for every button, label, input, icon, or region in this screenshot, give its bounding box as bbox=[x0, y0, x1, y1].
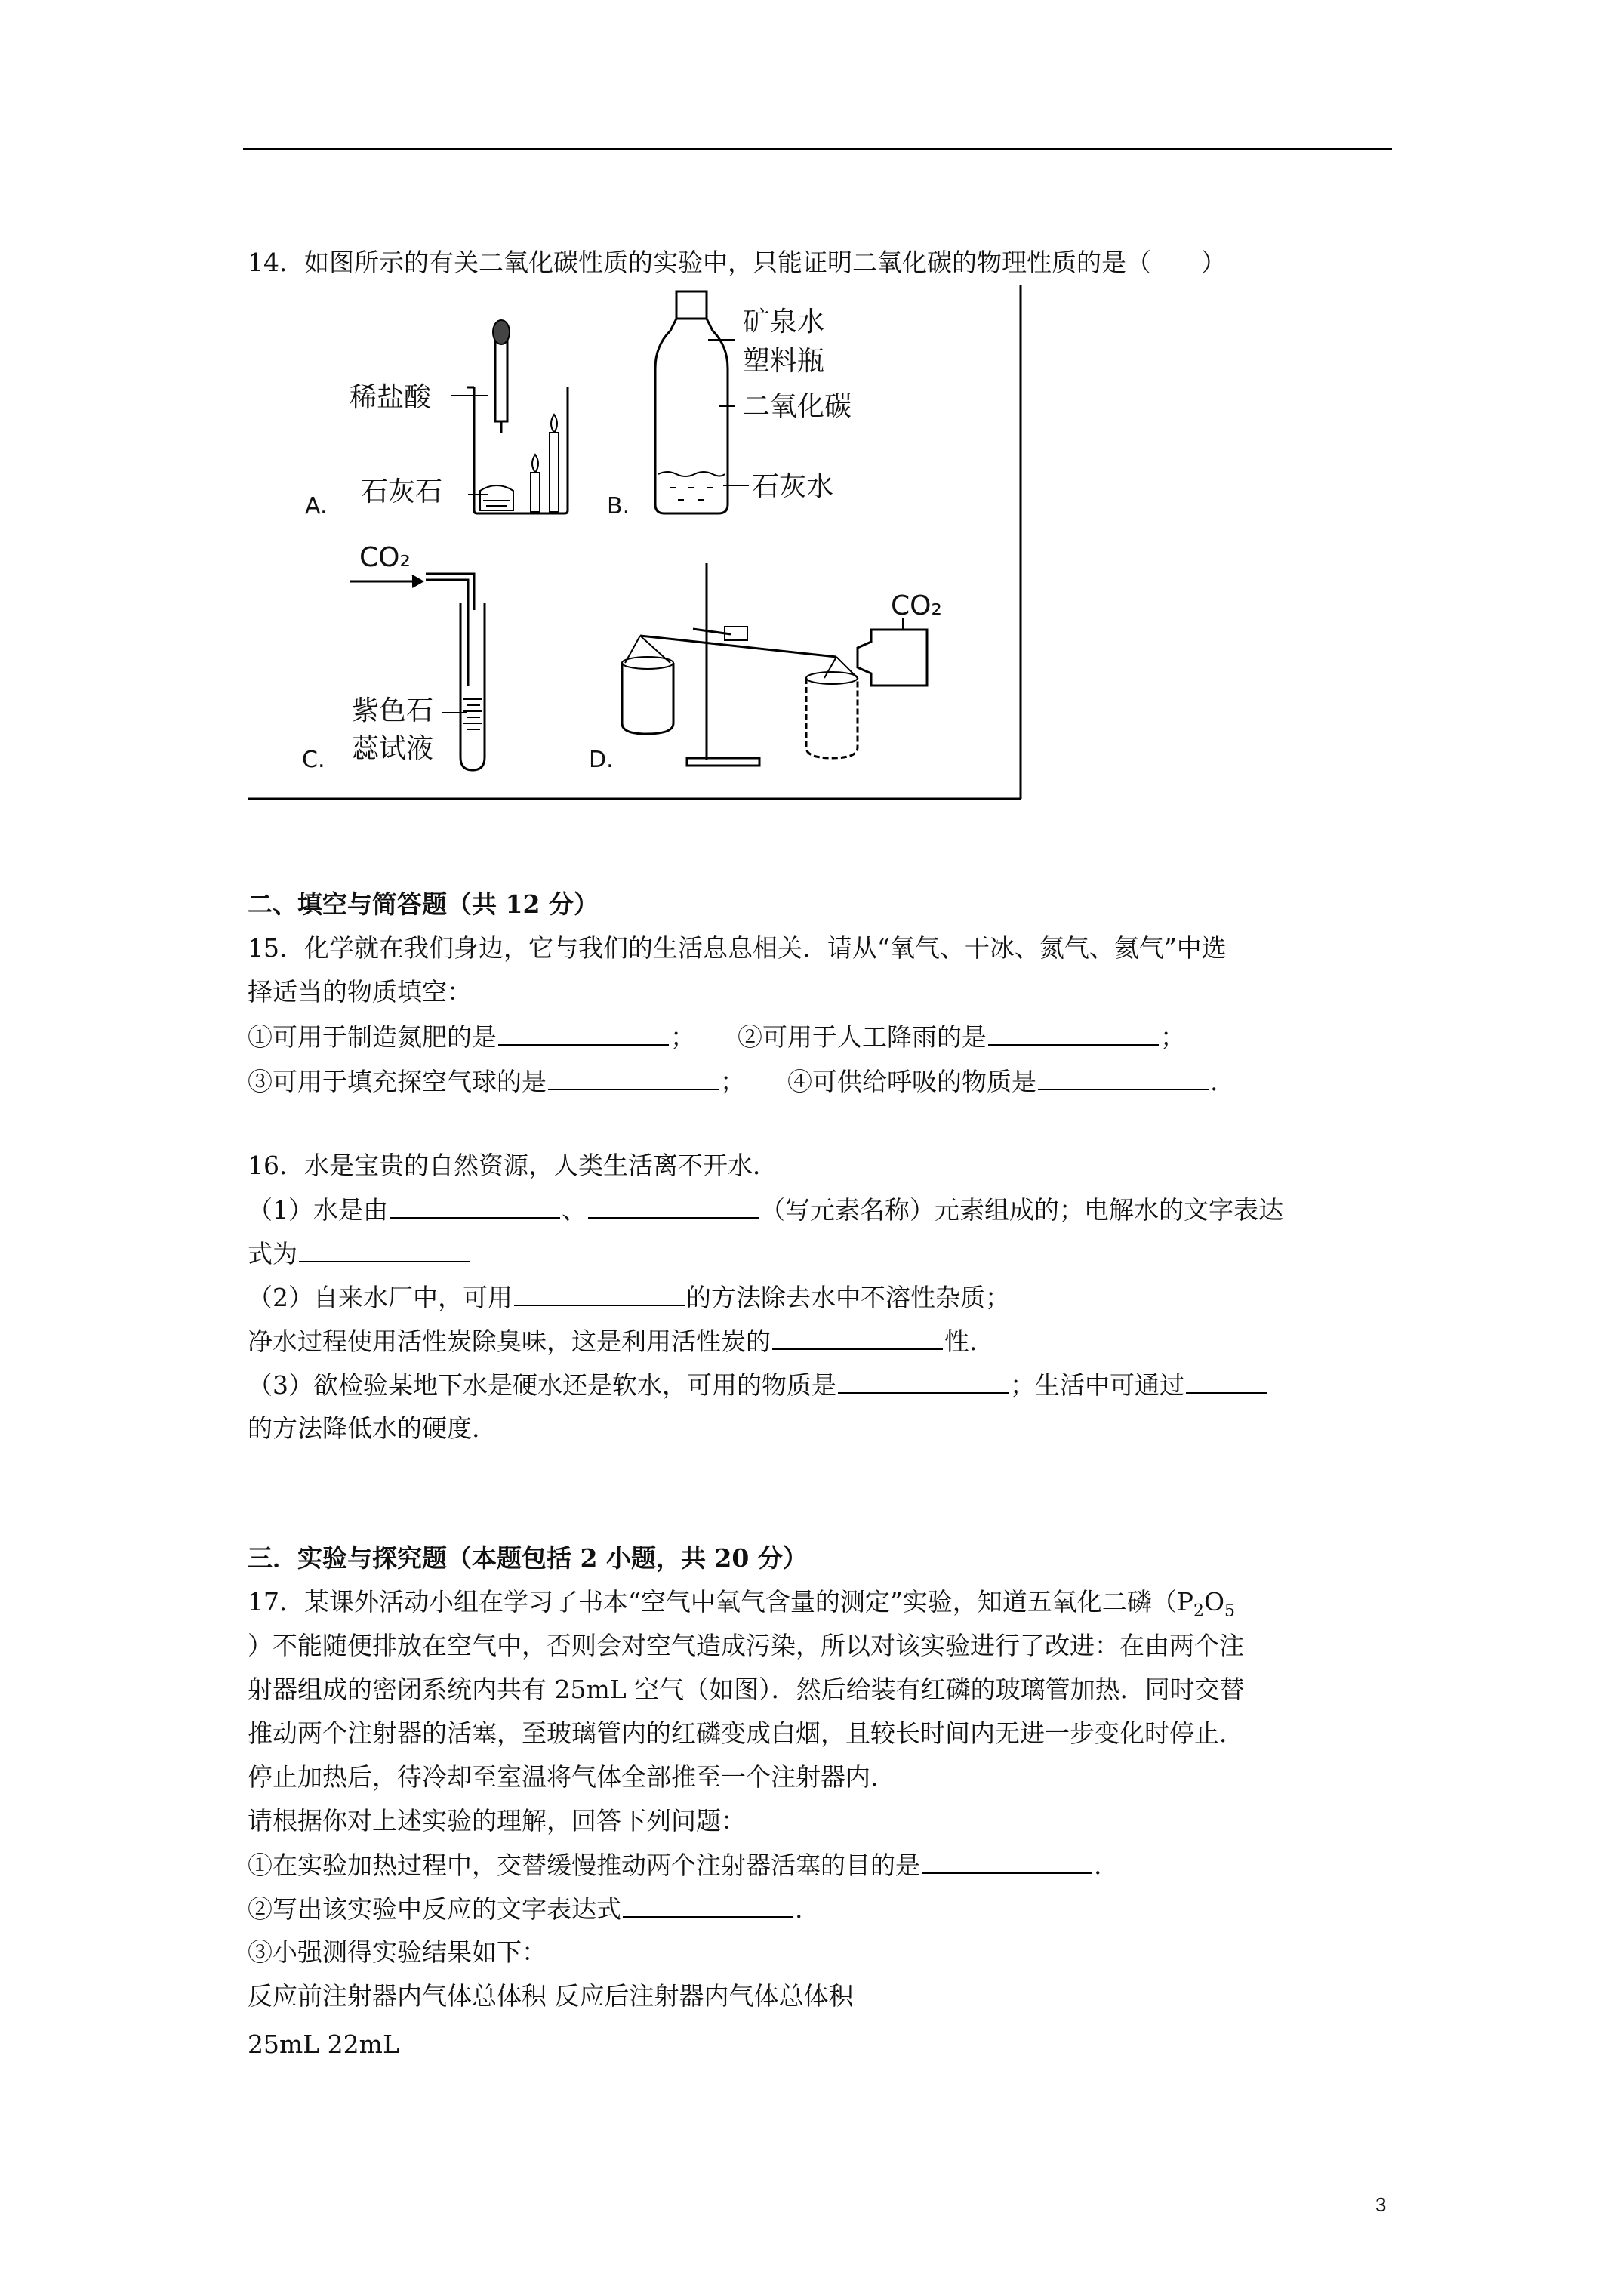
q15-blank-4[interactable] bbox=[1038, 1066, 1209, 1090]
q15-item-3: ③可用于填充探空气球的是 bbox=[248, 1067, 547, 1096]
q16-part-1 bbox=[248, 1194, 1283, 1225]
q17-line-8-text: ②写出该实验中反应的文字表达式 bbox=[248, 1894, 621, 1924]
label-co2-d: CO₂ bbox=[891, 590, 942, 621]
q15-sep-2: ； bbox=[1160, 1022, 1185, 1052]
label-dilute-hcl: 稀盐酸 bbox=[350, 382, 432, 413]
q15-end: . bbox=[1210, 1067, 1218, 1096]
label-limestone: 石灰石 bbox=[361, 476, 443, 507]
label-limewater: 石灰水 bbox=[752, 471, 834, 502]
formula-o: O bbox=[1203, 1587, 1225, 1616]
q16-part-1-cont bbox=[248, 1238, 471, 1269]
formula-p: （P bbox=[1151, 1587, 1193, 1616]
q17-blank-1[interactable] bbox=[922, 1850, 1092, 1874]
figure-a-beaker bbox=[451, 320, 568, 513]
q15-blank-1[interactable] bbox=[498, 1022, 669, 1046]
q15-row-2 bbox=[248, 1066, 1218, 1097]
q16-blank-5[interactable] bbox=[772, 1326, 943, 1350]
label-d: D. bbox=[589, 747, 614, 773]
q15-item-2: ②可用于人工降雨的是 bbox=[738, 1022, 987, 1052]
label-litmus-1: 紫色石 bbox=[352, 695, 434, 726]
q16-blank-4[interactable] bbox=[514, 1282, 685, 1306]
label-c: C. bbox=[302, 747, 325, 773]
q16-blank-2[interactable] bbox=[588, 1194, 759, 1219]
q15-sep-3: ； bbox=[720, 1067, 745, 1096]
label-a: A. bbox=[305, 493, 328, 519]
header-rule bbox=[243, 148, 1392, 150]
q16-p1-text-a: （1）水是由 bbox=[248, 1195, 388, 1225]
figure-b-bottle bbox=[655, 291, 749, 513]
q15-blank-2[interactable] bbox=[988, 1022, 1159, 1046]
co2-experiment-figure bbox=[248, 285, 1022, 800]
q16-line-1: 16．水是宝贵的自然资源，人类生活离不开水． bbox=[248, 1151, 778, 1180]
q16-part-3-cont: 的方法降低水的硬度. bbox=[248, 1413, 480, 1443]
q15-item-1: ①可用于制造氮肥的是 bbox=[248, 1022, 497, 1052]
q17-line-6: 请根据你对上述实验的理解，回答下列问题： bbox=[248, 1806, 746, 1835]
q17-line-5: 停止加热后，待冷却至室温将气体全部推至一个注射器内． bbox=[248, 1762, 895, 1792]
q15-blank-3[interactable] bbox=[548, 1066, 719, 1090]
q15-line-1: 15．化学就在我们身边，它与我们的生活息息相关．请从“氧气、干冰、氮气、氦气”中选 bbox=[248, 933, 1227, 963]
q16-p3-text-b: ；生活中可通过 bbox=[1010, 1370, 1184, 1400]
q16-p2-text-a: （2）自来水厂中，可用 bbox=[248, 1283, 513, 1312]
q17-line-7 bbox=[248, 1850, 1102, 1881]
q15-line-2: 择适当的物质填空： bbox=[248, 977, 472, 1006]
q17-line-9: ③小强测得实验结果如下： bbox=[248, 1937, 547, 1967]
q16-part-2 bbox=[248, 1282, 1010, 1313]
page-number: 3 bbox=[1375, 2193, 1387, 2216]
q17-line-3: 射器组成的密闭系统内共有 25mL 空气（如图）．然后给装有红磷的玻璃管加热．同时交替 bbox=[248, 1675, 1245, 1704]
q17-line-4: 推动两个注射器的活塞，至玻璃管内的红磷变成白烟，且较长时间内无进一步变化时停止． bbox=[248, 1718, 1244, 1748]
q17-line-1-text: 17．某课外活动小组在学习了书本“空气中氧气含量的测定”实验，知道五氧化二磷 bbox=[248, 1587, 1152, 1616]
q16-p1-text-b: 、 bbox=[562, 1195, 587, 1225]
section-3-heading: 三．实验与探究题（本题包括 2 小题，共 20 分） bbox=[248, 1543, 808, 1573]
label-co2-c: CO₂ bbox=[359, 542, 411, 573]
q15-item-4: ④可供给呼吸的物质是 bbox=[787, 1067, 1036, 1096]
formula-sub-2: 2 bbox=[1193, 1601, 1204, 1621]
q16-p2-text-c: 净水过程使用活性炭除臭味，这是利用活性炭的 bbox=[248, 1327, 771, 1356]
q17-dot-2: . bbox=[795, 1894, 803, 1924]
q16-blank-6[interactable] bbox=[838, 1370, 1009, 1394]
question-14-text: 14．如图所示的有关二氧化碳性质的实验中，只能证明二氧化碳的物理性质的是（ ） bbox=[248, 248, 1226, 277]
q17-line-11: 25mL 22mL bbox=[248, 2029, 399, 2059]
q16-p2-text-d: 性. bbox=[944, 1327, 978, 1356]
q16-p1-text-c: （写元素名称）元素组成的；电解水的文字表达 bbox=[760, 1195, 1283, 1225]
q16-blank-3[interactable] bbox=[299, 1238, 470, 1262]
q16-p2-text-b: 的方法除去水中不溶性杂质； bbox=[686, 1283, 1010, 1312]
label-b: B. bbox=[607, 493, 630, 519]
q16-blank-1[interactable] bbox=[390, 1194, 560, 1219]
q16-p3-text-a: （3）欲检验某地下水是硬水还是软水，可用的物质是 bbox=[248, 1370, 836, 1400]
figure-d-balance bbox=[622, 563, 927, 766]
q17-line-8 bbox=[248, 1894, 803, 1925]
q17-blank-2[interactable] bbox=[623, 1894, 793, 1918]
q17-dot-1: . bbox=[1094, 1851, 1102, 1880]
q15-sep-1: ； bbox=[670, 1022, 695, 1052]
section-2-heading: 二、填空与简答题（共 12 分） bbox=[248, 889, 599, 919]
label-litmus-2: 蕊试液 bbox=[352, 733, 434, 764]
formula-sub-5: 5 bbox=[1224, 1601, 1236, 1621]
label-mineral-water: 矿泉水 bbox=[743, 307, 825, 337]
label-plastic-bottle: 塑料瓶 bbox=[743, 346, 825, 377]
q16-part-2-cont bbox=[248, 1326, 978, 1357]
q17-line-1 bbox=[248, 1587, 1235, 1627]
q17-line-7-text: ①在实验加热过程中，交替缓慢推动两个注射器活塞的目的是 bbox=[248, 1851, 920, 1880]
q16-part-3 bbox=[248, 1370, 1269, 1401]
label-co2-b: 二氧化碳 bbox=[743, 391, 852, 422]
q17-line-10: 反应前注射器内气体总体积 反应后注射器内气体总体积 bbox=[248, 1981, 854, 2011]
q15-row-1 bbox=[248, 1022, 1185, 1052]
q17-line-2: ）不能随便排放在空气中，否则会对空气造成污染，所以对该实验进行了改进：在由两个注 bbox=[248, 1631, 1244, 1660]
q16-p1-text-d: 式为 bbox=[248, 1239, 297, 1268]
q16-blank-7[interactable] bbox=[1186, 1370, 1267, 1394]
q17-formula bbox=[1151, 1587, 1236, 1621]
